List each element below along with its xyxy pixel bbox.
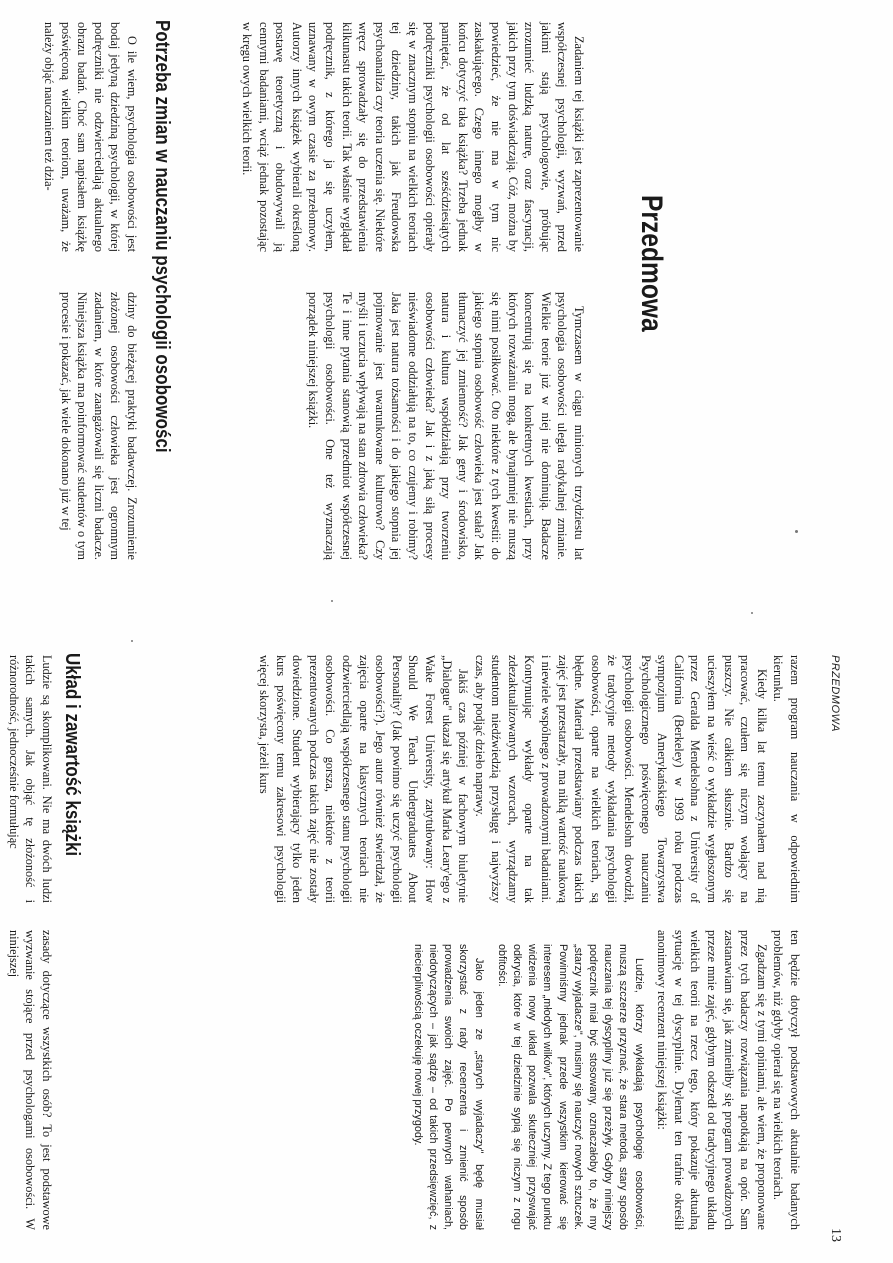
right-column-2-bottom <box>3 930 55 1230</box>
right-column-1 <box>255 655 803 903</box>
right-column-2 <box>410 930 803 1230</box>
section-heading-potrzeba: Potrzeba zmian w nauczaniu psychologii osobowości <box>151 20 173 453</box>
block-quote: Jako jeden ze „starych wyjadaczy" będę musiał skorzystać z rady recenzenta i zmienić sposób prowadzenia swoich zajęć. Po pewnych wahaniach, niedotyczących – jak sądzę – od takich przedsięwzięć, z niecierpliwością oczekuję nowej przygody. <box>411 944 485 1230</box>
chapter-title: Przedmowa <box>635 195 668 332</box>
paragraph: Kiedy kilka lat temu zaczynałem nad nią pracować, czułem się niczym wołający na puszczy. Nie całkiem słusznie. Bardzo się ucieszyłem na wieść o wykładzie wygłoszonym przez Geralda Mendelsohna z University of California (Berkeley) w 1993 roku podczas sympozjum Amerykańskiego Towarzystwa Psychologicznego poświęconego nauczaniu psychologii osobowości. Mendelsohn dowodził, że tradycyjne metody wykładania psychologii osobowości, oparte na wielkich teoriach, są błędne. Materiał przedstawiany podczas takich zajęć jest przestarzały, ma niklą wartość naukową i niewiele wspólnego z prowadzonymi badaniami. Kontynuując wykłady oparte na tak zdezaktualizowanych wzorcach, wyrządzamy studentom niedźwiedzią przysługę i najwyższy czas, aby podjąć dzieło naprawy. <box>472 655 769 903</box>
running-head: PRZEDMOWA <box>829 655 841 733</box>
paragraph: zasady dotyczące wszystkich osób? To jest podstawowe wyzwanie stojące przed psychologami osobowości. W niniejszej <box>6 930 54 1230</box>
block-quote: Ludzie, którzy wykładają psychologię osobowości, muszą szczerze przyznać, że stara metoda, stary sposób nauczania tej dyscypliny już się przeżyły. Gdyby niniejszy podręcznik miał być stosowany, oznaczałoby to, że my „starzy wyjadacze", musimy się nauczyć nowych sztuczek. Powinniśmy jednak przede wszystkim kierować się interesem „młodych wilków", których uczymy. Z tego punktu widzenia nowy układ pozwala skuteczniej przyswajać odkrycia, które w tej dziedzinie sypią się niczym z rogu obfitości. <box>495 944 645 1230</box>
right-column-1-bottom <box>3 655 55 903</box>
paragraph: Jakiś czas później w fachowym biuletynie „Dialogue" ukazał się artykuł Marka Leary'ego z Wake Forest University, zatytułowany: How Should We Teach Undergraduates About Personality? (Jak powinno się uczyć psychologii osobowości?). Jego autor również stwierdzał, że zajęcia oparte na klasycznych teoriach nie odzwierciedlają współczesnego stanu psychologii osobowości. Co gorsza, niektóre z teorii prezentowanych podczas takich zajęć nie zostały dowiedzione. Student wybierający tylko jeden kurs poświęcony temu zakresowi psychologii więcej skorzysta, jeżeli kurs <box>257 655 471 903</box>
scan-speck <box>331 600 333 602</box>
paragraph: Zgadzam się z tymi opiniami, ale wiem, że proponowane przez tych badaczy rozwiązania napotkają na opór. Sam zastanawiam się, jak zmieniłby się program prowadzonych przeze mnie zajęć, gdybym odszedł od tradycyjnego układu wielkich teorii na rzecz tego, który pokazuje aktualną sytuację w tej dyscyplinie. Dylemat ten trafnie określił anonimowy recenzent niniejszej książki: <box>655 930 769 1230</box>
section-heading-uklad: Układ i zawartość książki <box>61 653 83 857</box>
page-number: 13 <box>828 1228 843 1242</box>
paragraph: Ludzie są skomplikowani. Nie ma dwóch ludzi takich samych. Jak objąć tę złożoność i różnorodność, jednocześnie formułując <box>6 655 54 903</box>
paragraph: O ile wiem, psychologia osobowości jest bodaj jedyną dziedziną psychologii, w której podręczniki nie odzwierciedlają aktualnego obrazu badań. Choć sam napisałem książkę poświęconą wielkim teoriom, uważam, że należy objąć nauczaniem też dzia- <box>42 22 139 252</box>
paragraph: Zadaniem tej książki jest zaprezentowanie współczesnej psychologii, wyzwań, przed jakimi stają psychologowie, próbując zrozumieć ludzką naturę, oraz fascynacji, jakich przy tym doświadczają. Cóż, można by powiedzieć, że nie ma w tym nic zaskakującego. Czego innego mogłby w końcu dotyczyć taka książka? Trzeba jednak pamiętać, że od lat sześćdziesiątych podręczniki psychologii osobowości opierały się w znacznym stopniu na wielkich teoriach tej dziedziny, takich jak Freudowska psychoanaliza czy teoria uczenia się. Niektóre wręcz sprowadzały się do przedstawienia kilkunastu takich teorii. Tak właśnie wyglądał podręcznik, z którego ja się uczyłem, uznawany w owym czasie za przełomowy. Autorzy innych książek wybierali określoną postawę teoretyczną i obudowywali ją cennymi badaniami, wciąż jednak pozostając w kręgu owych wielkich teorii. <box>240 22 586 252</box>
paragraph: razem program nauczania w odpowiednim kierunku. <box>771 655 802 903</box>
left-column-1 <box>239 22 587 252</box>
left-column-2 <box>305 292 587 560</box>
left-column-1-bottom <box>12 22 140 252</box>
left-column-2-bottom <box>12 292 140 560</box>
paragraph: dziny do bieżącej praktyki badawczej. Zrozumienie złożonej osobowości człowieka jest ogromnym zadaniem, w które zaangażowali się liczni badacze. Niniejsza książka ma poinformować studentów o tym procesie i pokazać, jak wiele dokonano już w tej <box>58 292 139 560</box>
scan-speck <box>751 612 753 614</box>
scan-speck <box>131 640 133 642</box>
scan-speck <box>795 530 798 533</box>
paragraph: ten będzie dotyczył podstawowych aktualnie badanych problemów, niż gdyby opierał się na wielkich teoriach. <box>771 930 802 1230</box>
paragraph: Tymczasem w ciągu minionych trzydziestu lat psychologia osobowości uległa radykalnej zmianie. Wielkie teorie już w niej nie dominują. Badacze koncentrują się na konkretnych kwestiach, przy których rozważaniu mogą, ale bynajmniej nie muszą się nimi posiłkować. Oto niektóre z tych kwestii: do jakiego stopnia osobowość człowieka jest stała? Jak tłumaczyć jej zmienność? Jak geny i środowisko, natura i kultura współdziałają przy tworzeniu osobowości człowieka? Jak i z jaką siłą procesy nieświadome oddziałują na to, co czujemy i robimy? Jaka jest natura tożsamości i do jakiego stopnia jej pojmowanie jest uwarunkowane kulturowo? Czy myśli i uczucia wpływają na stan zdrowia człowieka? Te i inne pytania stanowią przedmiot współczesnej psychologii osobowości. One też wyznaczają porządek niniejszej książki. <box>306 292 586 560</box>
